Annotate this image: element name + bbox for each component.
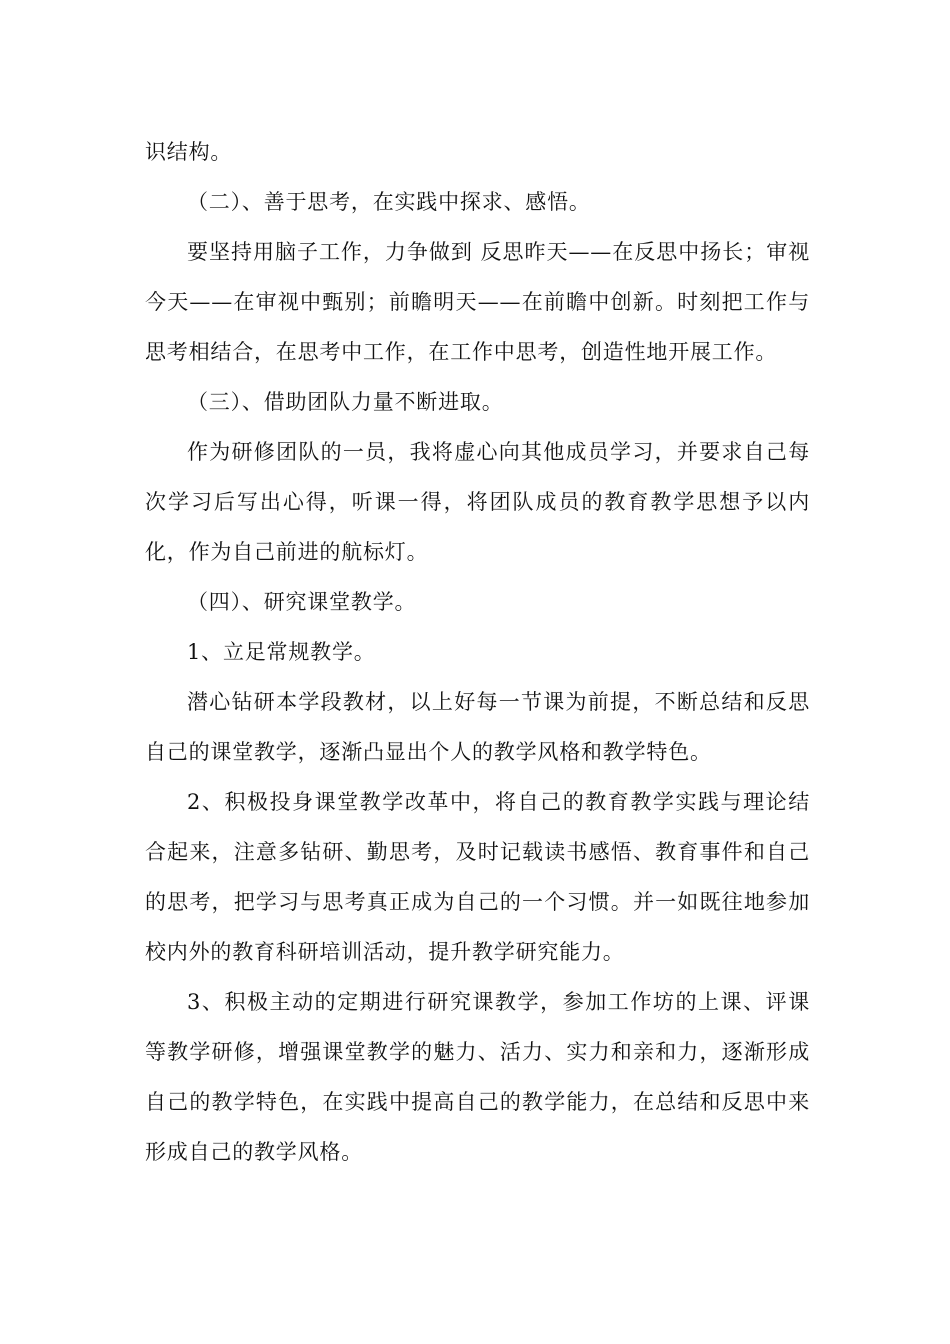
section-heading-4: （四）、研究课堂教学。 [187, 590, 417, 614]
subheading-4-1: 1、立足常规教学。 [187, 640, 376, 664]
paragraph-reflection: 要坚持用脑子工作，力争做到 反思昨天——在反思中扬长；审视今天——在审视中甄别；前瞻明天——在前瞻中创新。时刻把工作与思考相结合，在思考中工作，在工作中思考，创造性地开展工作。 [145, 240, 810, 364]
section-heading-3: （三）、借助团队力量不断进取。 [187, 390, 504, 414]
paragraph-4-3: 3、积极主动的定期进行研究课教学，参加工作坊的上课、评课等教学研修，增强课堂教学的魅力、活力、实力和亲和力，逐渐形成自己的教学特色，在实践中提高自己的教学能力，在总结和反思中来形成自己的教学风格。 [145, 990, 810, 1164]
document-body [145, 127, 810, 1177]
paragraph-4-2: 2、积极投身课堂教学改革中，将自己的教育教学实践与理论结合起来，注意多钻研、勤思考，及时记载读书感悟、教育事件和自己的思考，把学习与思考真正成为自己的一个习惯。并一如既往地参加校内外的教育科研培训活动，提升教学研究能力。 [145, 790, 810, 964]
section-heading-2: （二）、善于思考，在实践中探求、感悟。 [187, 190, 591, 214]
paragraph-team: 作为研修团队的一员，我将虚心向其他成员学习，并要求自己每次学习后写出心得，听课一得，将团队成员的教育教学思想予以内化，作为自己前进的航标灯。 [145, 440, 810, 564]
paragraph-continuation: 识结构。 [145, 140, 233, 164]
paragraph-4-1: 潜心钻研本学段教材，以上好每一节课为前提，不断总结和反思自己的课堂教学，逐渐凸显出个人的教学风格和教学特色。 [145, 690, 810, 764]
